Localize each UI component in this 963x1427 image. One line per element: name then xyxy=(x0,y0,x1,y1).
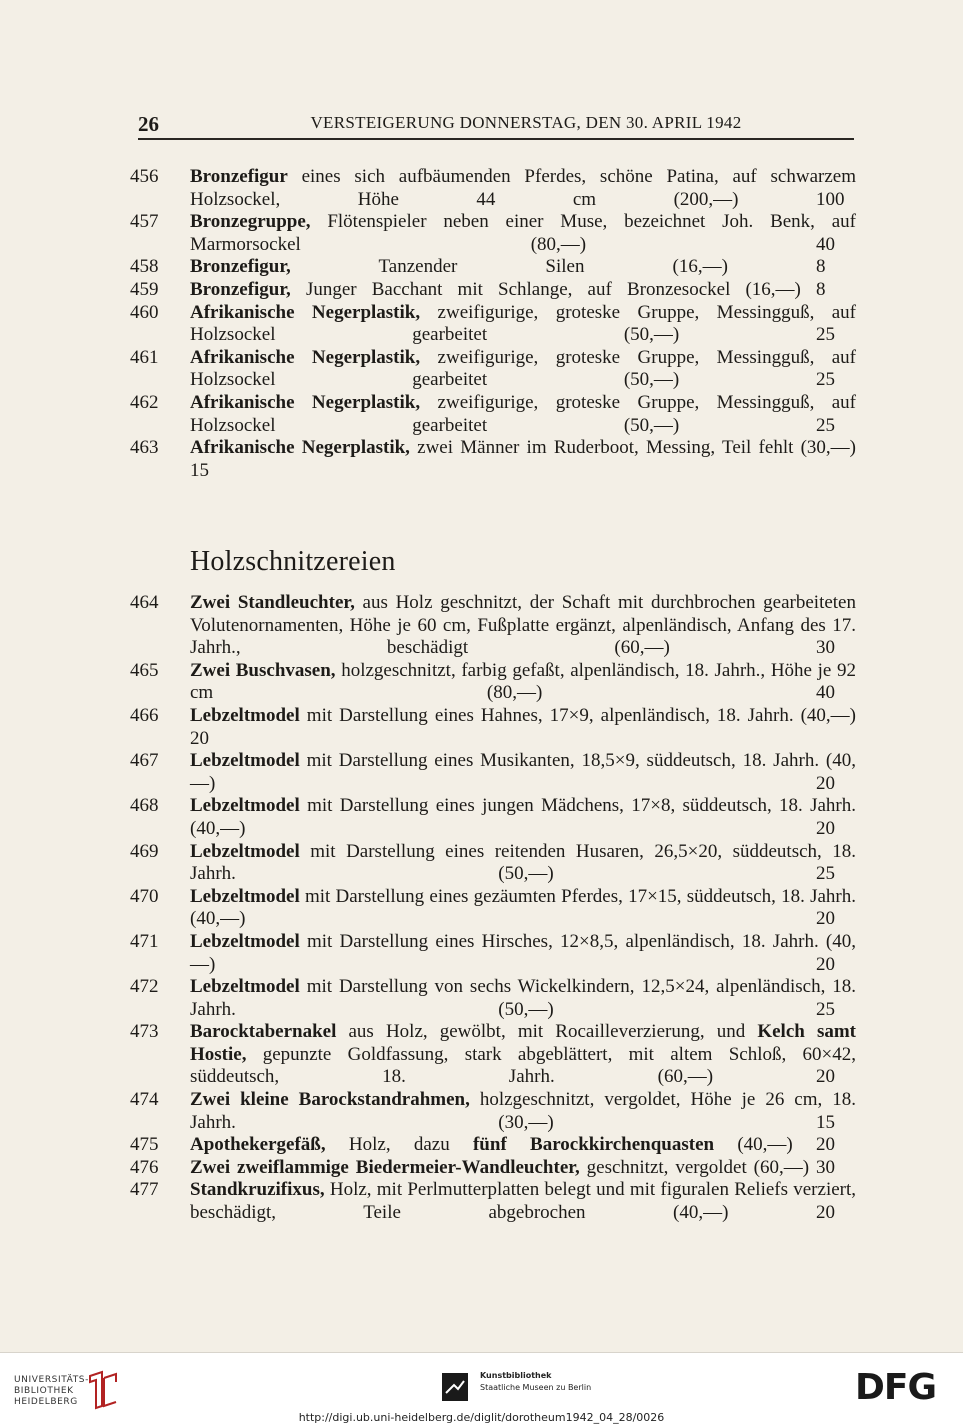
lot-description xyxy=(190,592,856,660)
lot-entry xyxy=(130,256,856,279)
lot-title-secondary: Kelch samt Hostie, xyxy=(190,1021,857,1065)
lot-desc-text: zweifigurige, groteske Gruppe, Messingguß, auf Holzsockel gearbeitet (50,—) xyxy=(190,301,857,346)
lot-estimate: 20 xyxy=(816,817,835,839)
lot-estimate: 20 xyxy=(816,1134,836,1156)
lot-estimate: 40 xyxy=(816,233,835,255)
lot-number: 462 xyxy=(130,391,159,413)
lot-number: 477 xyxy=(130,1179,159,1201)
lot-description xyxy=(190,795,856,840)
lot-title-secondary: fünf Barockkirchenquasten xyxy=(472,1134,715,1156)
lot-estimate: 30 xyxy=(816,637,836,659)
lot-title: Zwei zweiflammige Biedermeier-Wandleuchter, xyxy=(190,1156,580,1178)
lot-entry xyxy=(130,437,856,482)
lot-title: Standkruzifixus, xyxy=(190,1179,325,1201)
lot-desc-text: Flötenspieler neben einer Muse, bezeichnet Joh. Benk, auf Marmorsockel (80,—) xyxy=(190,211,856,255)
lot-number: 458 xyxy=(130,256,159,278)
lot-description xyxy=(190,1134,856,1157)
lot-title: Afrikanische Negerplastik, xyxy=(190,437,410,459)
lot-title: Zwei Standleuchter, xyxy=(190,592,355,613)
lot-estimate: 20 xyxy=(190,727,209,749)
lot-description xyxy=(190,1089,856,1134)
lot-title: Zwei kleine Barockstandrahmen, xyxy=(190,1089,470,1111)
lot-entry xyxy=(130,166,856,211)
lot-description xyxy=(190,976,856,1021)
lot-number: 468 xyxy=(130,795,159,817)
lot-number: 470 xyxy=(130,885,159,907)
lot-number: 465 xyxy=(130,659,159,681)
lot-estimate: 15 xyxy=(816,1111,835,1133)
lot-title: Apothekergefäß, xyxy=(190,1134,326,1156)
lot-description xyxy=(190,279,856,302)
lot-entry xyxy=(130,886,856,931)
lot-estimate: 40 xyxy=(816,682,835,704)
lot-title: Bronzegruppe, xyxy=(190,211,311,233)
lot-description xyxy=(190,1157,856,1180)
lot-number: 466 xyxy=(130,704,159,726)
lot-title: Bronzefigur xyxy=(190,166,288,187)
lot-entry xyxy=(130,1157,856,1180)
lot-entry xyxy=(130,1179,856,1224)
lot-title: Lebzeltmodel xyxy=(190,976,300,998)
lot-title: Lebzeltmodel xyxy=(190,840,300,862)
lot-desc-text: aus Holz, gewölbt, mit Rocailleverzierung, und xyxy=(348,1021,746,1043)
lot-title: Lebzeltmodel xyxy=(190,885,300,907)
lot-number: 464 xyxy=(130,592,159,613)
lot-title: Lebzeltmodel xyxy=(190,750,300,772)
kunstbibliothek-label: Kunstbibliothek Staatliche Museen zu Berlin xyxy=(480,1371,592,1392)
lot-number: 467 xyxy=(130,750,159,772)
lot-desc-text: eines sich aufbäumenden Pferdes, schöne Patina, auf schwarzem Holzsockel, Höhe 44 cm (200,—) xyxy=(190,166,856,210)
lot-number: 474 xyxy=(130,1089,159,1111)
lot-entry xyxy=(130,841,856,886)
lot-estimate: 20 xyxy=(816,772,835,794)
lot-desc-text: zweifigurige, groteske Gruppe, Messingguß, auf Holzsockel gearbeitet (50,—) xyxy=(190,391,857,436)
lot-desc-text-secondary: (40,—) xyxy=(737,1134,793,1156)
lot-desc-text: geschnitzt, vergoldet (60,—) xyxy=(586,1156,810,1178)
lot-desc-text-secondary: gepunzte Goldfassung, stark abgeblättert, mit altem Schloß, 60×42, süddeutsch, 18. Jahrh. (60,—) xyxy=(190,1043,856,1088)
lot-list-holzschnitzereien xyxy=(130,592,856,1225)
lot-description xyxy=(190,750,856,795)
lot-description xyxy=(190,302,856,347)
lot-number: 472 xyxy=(130,976,159,998)
lot-estimate: 25 xyxy=(816,414,836,436)
lot-description xyxy=(190,392,856,437)
lot-title: Barocktabernakel xyxy=(190,1021,337,1043)
lot-entry xyxy=(130,976,856,1021)
lot-description xyxy=(190,1179,856,1224)
lot-number: 457 xyxy=(130,211,159,233)
lot-entry xyxy=(130,750,856,795)
lot-estimate: 25 xyxy=(816,369,836,391)
lot-title: Lebzeltmodel xyxy=(190,930,300,952)
lot-description xyxy=(190,211,856,256)
lot-desc-text: mit Darstellung von sechs Wickelkindern, 12,5×24, alpenländisch, 18. Jahrh. (50,—) xyxy=(190,976,856,1020)
lot-title: Bronzefigur, xyxy=(190,256,291,278)
running-title: VERSTEIGERUNG DONNERSTAG, DEN 30. APRIL 1942 xyxy=(310,113,742,132)
lot-title: Afrikanische Negerplastik, xyxy=(190,301,421,323)
lot-number: 459 xyxy=(130,278,159,300)
lot-desc-text: Tanzender Silen (16,—) xyxy=(378,256,728,278)
lot-entry xyxy=(130,347,856,392)
page-header xyxy=(138,110,854,140)
lot-entry xyxy=(130,795,856,840)
lot-estimate: 20 xyxy=(816,953,835,975)
lot-desc-text: mit Darstellung eines Hahnes, 17×9, alpenländisch, 18. Jahrh. (40,—) xyxy=(306,704,856,726)
section-title: Holzschnitzereien xyxy=(190,546,396,577)
lot-desc-text: aus Holz geschnitzt, der Schaft mit durchbrochen gearbeiteten Volutenornamenten, Höhe je 60 cm, Fußplatte ergänzt, alpenländisch, Anfang des 17. Jahrh., beschädigt (60,—) xyxy=(190,592,856,659)
lot-desc-text: mit Darstellung eines jungen Mädchens, 17×8, süddeutsch, 18. Jahrh. (40,—) xyxy=(190,795,857,839)
lot-description xyxy=(190,931,856,976)
lot-entry xyxy=(130,302,856,347)
lot-number: 473 xyxy=(130,1021,159,1043)
lot-list-bronze xyxy=(130,166,856,482)
lot-desc-text: zwei Männer im Ruderboot, Messing, Teil fehlt (30,—) xyxy=(417,437,857,459)
lot-estimate: 8 xyxy=(816,256,826,278)
lot-number: 461 xyxy=(130,346,159,368)
lot-number: 456 xyxy=(130,166,159,187)
lot-desc-text: Holz, mit Perlmutterplatten belegt und mit figuralen Reliefs verziert, beschädigt, Teile abgebrochen (40,—) xyxy=(190,1179,857,1224)
lot-desc-text: Holz, dazu xyxy=(348,1134,450,1156)
lot-entry xyxy=(130,705,856,750)
lot-estimate: 100 xyxy=(816,188,845,210)
lot-description xyxy=(190,347,856,392)
university-logo-icon xyxy=(88,1370,118,1410)
kunstbibliothek-logo-icon xyxy=(440,1371,470,1403)
lot-entry xyxy=(130,931,856,976)
lot-entry xyxy=(130,1089,856,1134)
lot-title: Bronzefigur, xyxy=(190,278,291,300)
university-library-label: UNIVERSITÄTS- BIBLIOTHEK HEIDELBERG xyxy=(14,1375,89,1407)
lot-desc-text: mit Darstellung eines gezäumten Pferdes, 17×15, süddeutsch, 18. Jahrh. (40,—) xyxy=(190,885,856,930)
source-url-link[interactable]: http://digi.ub.uni-heidelberg.de/diglit/dorotheum1942_04_28/0026 xyxy=(298,1411,665,1424)
lot-estimate: 15 xyxy=(190,459,209,481)
lot-desc-text: mit Darstellung eines reitenden Husaren, 26,5×20, süddeutsch, 18. Jahrh. (50,—) xyxy=(190,840,856,885)
lot-description xyxy=(190,256,856,279)
lot-title: Afrikanische Negerplastik, xyxy=(190,346,421,368)
lot-title: Afrikanische Negerplastik, xyxy=(190,391,421,413)
lot-title: Zwei Buschvasen, xyxy=(190,659,336,681)
lot-estimate: 8 xyxy=(816,278,826,300)
lot-number: 471 xyxy=(130,930,159,952)
lot-estimate: 20 xyxy=(816,1066,835,1088)
lot-entry xyxy=(130,1021,856,1089)
footer-bar xyxy=(0,1352,963,1427)
lot-number: 463 xyxy=(130,437,159,459)
lot-desc-text: zweifigurige, groteske Gruppe, Messingguß, auf Holzsockel gearbeitet (50,—) xyxy=(190,346,857,391)
lot-number: 476 xyxy=(130,1156,159,1178)
lot-description xyxy=(190,660,856,705)
lot-description xyxy=(190,705,856,750)
lot-entry xyxy=(130,660,856,705)
lot-entry xyxy=(130,392,856,437)
lot-description xyxy=(190,437,856,482)
lot-estimate: 25 xyxy=(816,863,835,885)
lot-estimate: 25 xyxy=(816,324,836,346)
lot-desc-text: Junger Bacchant mit Schlange, auf Bronzesockel (16,—) xyxy=(305,278,801,300)
page-number: 26 xyxy=(138,112,159,136)
lot-estimate: 20 xyxy=(816,1202,836,1224)
lot-entry xyxy=(130,1134,856,1157)
lot-description xyxy=(190,1021,856,1089)
lot-title: Lebzeltmodel xyxy=(190,795,300,817)
lot-estimate: 25 xyxy=(816,998,835,1020)
lot-desc-text: holzgeschnitzt, farbig gefaßt, alpenländisch, 18. Jahrh., Höhe je 92 cm (80,—) xyxy=(190,659,856,704)
lot-description xyxy=(190,166,856,211)
lot-title: Lebzeltmodel xyxy=(190,704,300,726)
lot-description xyxy=(190,886,856,931)
lot-entry xyxy=(130,279,856,302)
lot-desc-text: mit Darstellung eines Hirsches, 12×8,5, alpenländisch, 18. Jahrh. (40,—) xyxy=(190,930,856,975)
lot-desc-text: holzgeschnitzt, vergoldet, Höhe je 26 cm, 18. Jahrh. (30,—) xyxy=(190,1089,857,1133)
lot-number: 460 xyxy=(130,301,159,323)
lot-number: 475 xyxy=(130,1134,159,1156)
lot-desc-text: mit Darstellung eines Musikanten, 18,5×9, süddeutsch, 18. Jahrh. (40,—) xyxy=(190,750,857,794)
lot-number: 469 xyxy=(130,840,159,862)
lot-entry xyxy=(130,211,856,256)
lot-entry xyxy=(130,592,856,660)
lot-estimate: 20 xyxy=(816,908,835,930)
lot-description xyxy=(190,841,856,886)
dfg-logo: DFG xyxy=(855,1367,937,1408)
lot-estimate: 30 xyxy=(816,1156,836,1178)
